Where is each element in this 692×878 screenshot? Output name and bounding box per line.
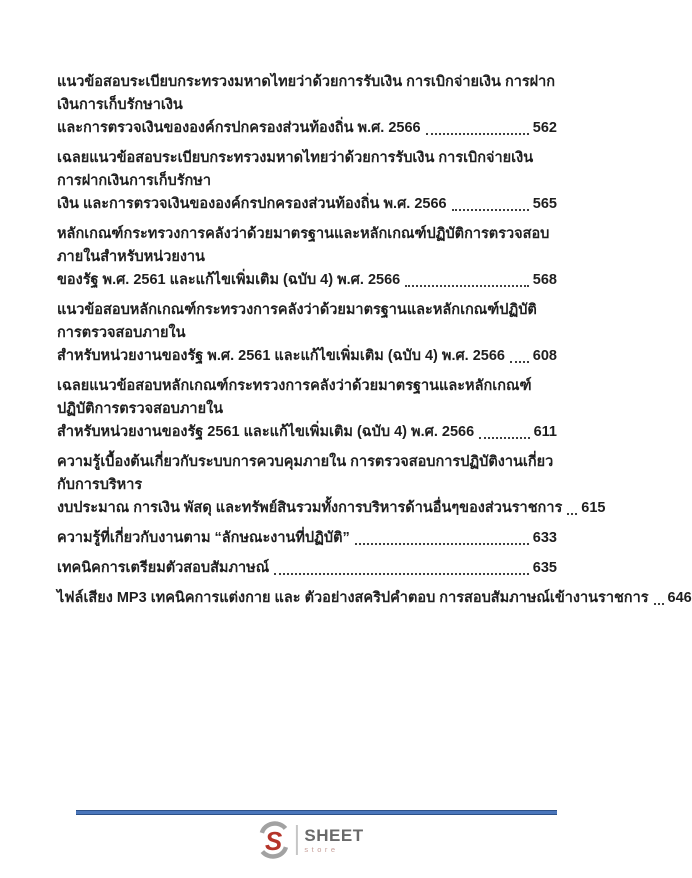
- toc-page-number: 608: [532, 348, 557, 364]
- brand-name: SHEET: [304, 825, 364, 845]
- dot-leader: [567, 513, 577, 515]
- toc-entry-text: เงิน และการตรวจเงินขององค์กรปกครองส่วนท้องถิ่น พ.ศ. 2566: [57, 196, 447, 212]
- dot-leader: [479, 437, 529, 439]
- toc-entry: [57, 147, 557, 216]
- dot-leader: [452, 209, 529, 211]
- toc-entry-text: เทคนิคการเตรียมตัวสอบสัมภาษณ์: [57, 560, 270, 576]
- footer-divider-line: [76, 810, 557, 815]
- brand-subtitle: store: [304, 844, 339, 854]
- svg-text:S: S: [264, 827, 282, 856]
- toc-page-number: 635: [532, 560, 557, 576]
- dot-leader: [274, 573, 529, 575]
- toc-entry: [57, 375, 557, 444]
- toc-entry-text: ความรู้ที่เกี่ยวกับงานตาม “ลักษณะงานที่ปฏิบัติ”: [57, 530, 350, 546]
- toc-entry-text: เฉลยแนวข้อสอบระเบียบกระทรวงมหาดไทยว่าด้วยการรับเงิน การเบิกจ่ายเงิน การฝากเงินการเก็บรักษา: [57, 150, 534, 189]
- dot-leader: [355, 543, 529, 545]
- toc-entry: [57, 587, 692, 610]
- toc-entry: [57, 557, 557, 580]
- sheet-store-s-icon: [257, 822, 289, 858]
- toc-entry-text: แนวข้อสอบหลักเกณฑ์กระทรวงการคลังว่าด้วยมาตรฐานและหลักเกณฑ์ปฏิบัติการตรวจสอบภายใน: [57, 302, 537, 341]
- toc-entry: [57, 299, 557, 368]
- toc-entry-text: ของรัฐ พ.ศ. 2561 และแก้ไขเพิ่มเติม (ฉบับ 4) พ.ศ. 2566: [57, 272, 401, 288]
- toc-page-number: 562: [532, 120, 557, 136]
- toc-page-number: 646: [667, 590, 692, 606]
- toc-entry: [57, 223, 557, 292]
- toc-entry-text: แนวข้อสอบระเบียบกระทรวงมหาดไทยว่าด้วยการรับเงิน การเบิกจ่ายเงิน การฝากเงินการเก็บรักษาเงิน: [57, 74, 556, 113]
- logo-divider: [295, 825, 297, 855]
- toc-entry-text: ความรู้เบื้องต้นเกี่ยวกับระบบการควบคุมภายใน การตรวจสอบการปฏิบัติงานเกี่ยวกับการบริหาร: [57, 454, 554, 493]
- toc-page-number: 611: [533, 424, 557, 440]
- toc-page-number: 568: [532, 272, 557, 288]
- sheet-store-logo: [257, 822, 363, 858]
- toc-page-number: 565: [532, 196, 557, 212]
- dot-leader: [510, 361, 529, 363]
- toc-entry-text: หลักเกณฑ์กระทรวงการคลังว่าด้วยมาตรฐานและหลักเกณฑ์ปฏิบัติการตรวจสอบภายในสำหรับหน่วยงาน: [57, 226, 550, 265]
- toc-entry: [57, 451, 606, 520]
- toc-entry-text: เฉลยแนวข้อสอบหลักเกณฑ์กระทรวงการคลังว่าด้วยมาตรฐานและหลักเกณฑ์ปฏิบัติการตรวจสอบภายใน: [57, 378, 532, 417]
- toc-entry-text: สำหรับหน่วยงานของรัฐ 2561 และแก้ไขเพิ่มเติม (ฉบับ 4) พ.ศ. 2566: [57, 424, 475, 440]
- toc-entry-text: งบประมาณ การเงิน พัสดุ และทรัพย์สินรวมทั้งการบริหารด้านอื่นๆของส่วนราชการ: [57, 500, 563, 516]
- toc-entry: [57, 71, 557, 140]
- table-of-contents: [57, 71, 692, 617]
- toc-entry-text: และการตรวจเงินขององค์กรปกครองส่วนท้องถิ่น พ.ศ. 2566: [57, 120, 421, 136]
- toc-page-number: 633: [532, 530, 557, 546]
- dot-leader: [654, 603, 664, 605]
- dot-leader: [405, 285, 529, 287]
- toc-entry-text: ไฟล์เสียง MP3 เทคนิคการแต่งกาย และ ตัวอย่างสคริปคำตอบ การสอบสัมภาษณ์เข้างานราชการ: [57, 590, 649, 606]
- toc-page-number: 615: [581, 500, 606, 516]
- toc-entry-text: สำหรับหน่วยงานของรัฐ พ.ศ. 2561 และแก้ไขเพิ่มเติม (ฉบับ 4) พ.ศ. 2566: [57, 348, 505, 364]
- dot-leader: [426, 133, 529, 135]
- toc-entry: [57, 527, 557, 550]
